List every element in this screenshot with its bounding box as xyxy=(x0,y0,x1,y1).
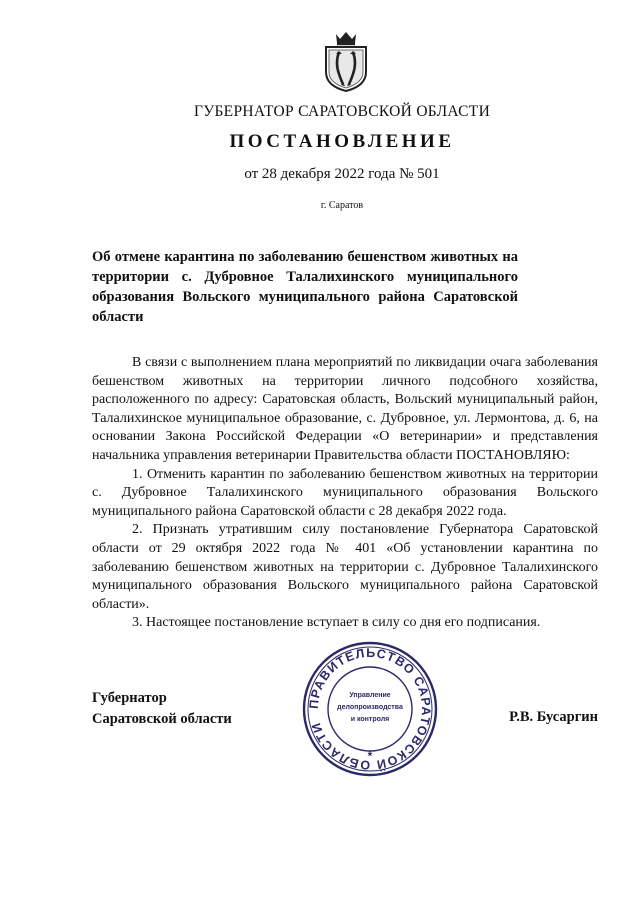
document-subject: Об отмене карантина по заболеванию бешенством животных на территории с. Дубровное Талалихинского муниципального образования Вольского муниципального района Саратовской области xyxy=(92,249,518,325)
stamp-inner-line-2: делопроизводства xyxy=(337,704,403,711)
document-date-number: от 28 декабря 2022 года № 501 xyxy=(244,166,440,182)
document-type-title: ПОСТАНОВЛЕНИЕ xyxy=(229,131,455,152)
signatory-name: Р.В. Бусаргин xyxy=(509,709,598,725)
issuing-authority: ГУБЕРНАТОР САРАТОВСКОЙ ОБЛАСТИ xyxy=(193,103,491,120)
resolution-item-3: 3. Настоящее постановление вступает в силу со дня его подписания. xyxy=(132,615,541,631)
signatory-position-line-1: Губернатор xyxy=(92,690,167,706)
official-seal-stamp xyxy=(301,640,439,778)
stamp-inner-line-1: Управление xyxy=(349,692,391,699)
preamble-paragraph: В связи с выполнением плана мероприятий по ликвидации очага заболевания бешенством животных на территории личного подсобного хозяйства, расположенного по адресу: Саратовская область, Вольский муниципальный район, Талалихинское муниципальное образование, с. Дубровное, ул. Лермонтова, д. 6, на основании Закона Российской Федерации «О ветеринарии» и представления начальника управления ветеринарии Правительства области ПОСТАНОВЛЯЮ: xyxy=(92,355,598,463)
signatory-position-line-2: Саратовской области xyxy=(92,711,232,727)
document-city: г. Саратов xyxy=(320,200,364,211)
document-body xyxy=(92,354,598,633)
resolution-item-2: 2. Признать утратившим силу постановление Губернатора Саратовской области от 29 октября 2022 года № 401 «Об установлении карантина по заболеванию бешенством животных на территории с. Дубровное Талалихинского муниципального образования Вольского муниципального района Саратовской области». xyxy=(92,522,598,612)
signatory-position xyxy=(92,688,232,730)
stamp-inner-line-3: и контроля xyxy=(350,716,390,723)
resolution-item-1: 1. Отменить карантин по заболеванию бешенством животных на территории с. Дубровное Талалихинского муниципального образования Вольского муниципального района Саратовской области с 28 декабря 2022 года. xyxy=(92,466,598,519)
stamp-star: * xyxy=(367,749,373,763)
stamp-outer-text: ПРАВИТЕЛЬСТВО САРАТОВСКОЙ ОБЛАСТИ xyxy=(306,645,434,773)
coat-of-arms-emblem xyxy=(322,30,370,92)
